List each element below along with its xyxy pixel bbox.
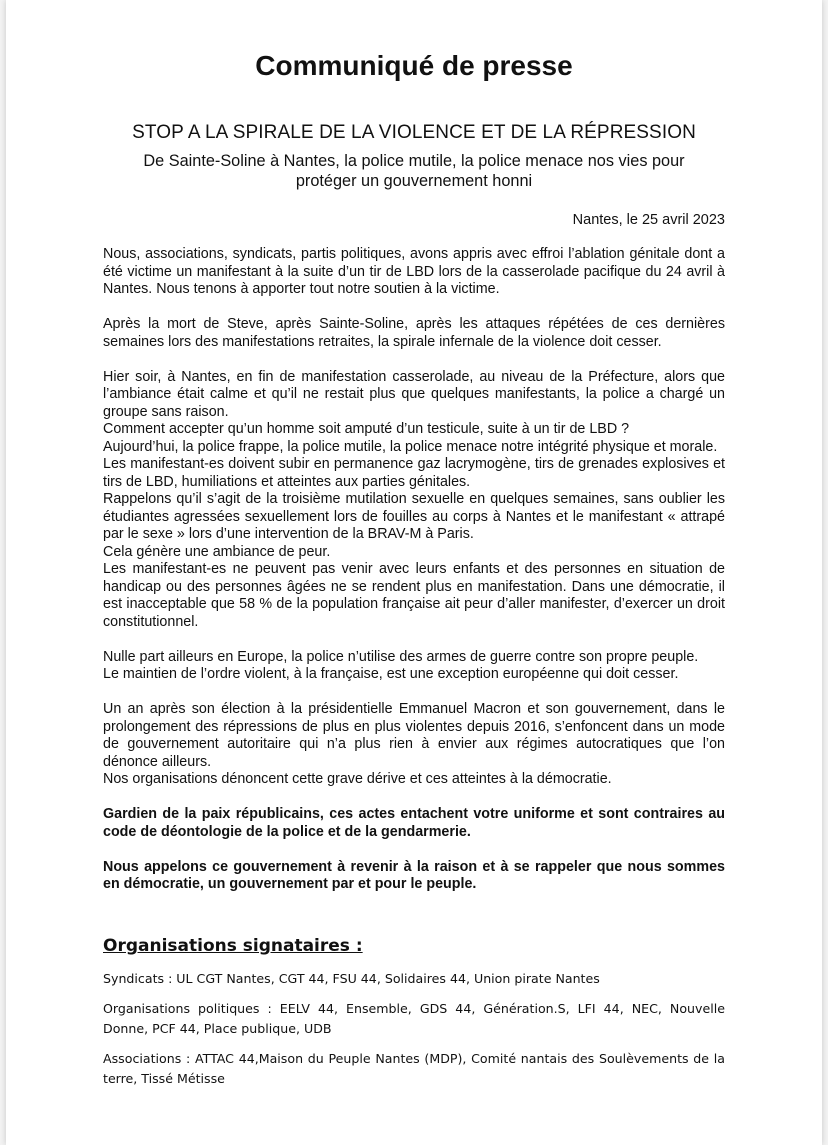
paragraph: Le maintien de l’ordre violent, à la française, est une exception européenne qui doit cesser. [103, 666, 679, 682]
signatories-syndicats: Syndicats : UL CGT Nantes, CGT 44, FSU 44, Solidaires 44, Union pirate Nantes [103, 971, 600, 986]
subheadline: De Sainte-Soline à Nantes, la police mutile, la police menace nos vies pour protéger un gouvernement honni [143, 152, 685, 190]
paragraph: Un an après son élection à la présidentielle Emmanuel Macron et son gouvernement, dans le prolongement des répressions de plus en plus violentes depuis 2016, s’enfoncent dans un mode de gouvernement autoritaire qui n’a plus rien à envier aux régimes autocratiques que l’on dénonce ailleurs. [103, 701, 725, 770]
paragraph: Après la mort de Steve, après Sainte-Soline, après les attaques répétées de ces dernières semaines lors des manifestations retraites, la spirale infernale de la violence doit cesser. [103, 316, 725, 350]
paragraph: Comment accepter qu’un homme soit amputé d’un testicule, suite à un tir de LBD ? [103, 421, 630, 437]
paragraph: Rappelons qu’il s’agit de la troisième mutilation sexuelle en quelques semaines, sans oublier les étudiantes agressées sexuellement lors de fouilles au corps à Nantes et le manifestant « attrapé par le sexe » lors d’une intervention de la BRAV-M à Paris. [103, 491, 725, 542]
signatories-associations: Associations : ATTAC 44,Maison du Peuple Nantes (MDP), Comité nantais des Soulèvements de la terre, Tissé Métisse [103, 1051, 725, 1086]
signatories-politiques: Organisations politiques : EELV 44, Ensemble, GDS 44, Génération.S, LFI 44, NEC, Nouvelle Donne, PCF 44, Place publique, UDB [103, 1001, 725, 1036]
paragraph: Hier soir, à Nantes, en fin de manifestation casserolade, au niveau de la Préfecture, alors que l’ambiance était calme et qu’il ne restait plus que quelques manifestants, la police a chargé un groupe sans raison. [103, 368, 725, 420]
paragraph: Les manifestant-es ne peuvent pas venir avec leurs enfants et des personnes en situation de handicap ou des personnes âgées ne se rendent plus en manifestation. Dans une démocratie, il est inacceptable que 58 % de la population française ait peur d’aller manifester, d’exercer un droit constitutionnel. [103, 561, 725, 630]
page-title: Communiqué de presse [255, 50, 573, 81]
paragraph: Les manifestant-es doivent subir en permanence gaz lacrymogène, tirs de grenades explosives et tirs de LBD, humiliations et atteintes aux parties génitales. [103, 456, 725, 490]
bold-paragraph: Gardien de la paix républicains, ces actes entachent votre uniforme et sont contraires au code de déontologie de la police et de la gendarmerie. [103, 806, 725, 840]
paragraph: Cela génère une ambiance de peur. [103, 543, 331, 560]
date-line: Nantes, le 25 avril 2023 [572, 212, 725, 228]
paragraph: Nous, associations, syndicats, partis politiques, avons appris avec effroi l’ablation génitale dont a été victime un manifestant à la suite d’un tir de LBD lors de la casserolade pacifique du 24 avril à Nantes. Nous tenons à apporter tout notre soutien à la victime. [103, 246, 725, 297]
signatories-title: Organisations signataires : [103, 936, 363, 956]
headline: STOP A LA SPIRALE DE LA VIOLENCE ET DE LA RÉPRESSION [132, 122, 696, 143]
bold-paragraph: Nous appelons ce gouvernement à revenir à la raison et à se rappeler que nous sommes en démocratie, un gouvernement par et pour le peuple. [103, 858, 725, 892]
paragraph: Nulle part ailleurs en Europe, la police n’utilise des armes de guerre contre son propre peuple. [103, 648, 699, 665]
body-text [103, 246, 725, 894]
paragraph: Aujourd’hui, la police frappe, la police mutile, la police menace notre intégrité physique et morale. [103, 438, 718, 455]
paragraph: Nos organisations dénoncent cette grave dérive et ces atteintes à la démocratie. [103, 771, 612, 787]
